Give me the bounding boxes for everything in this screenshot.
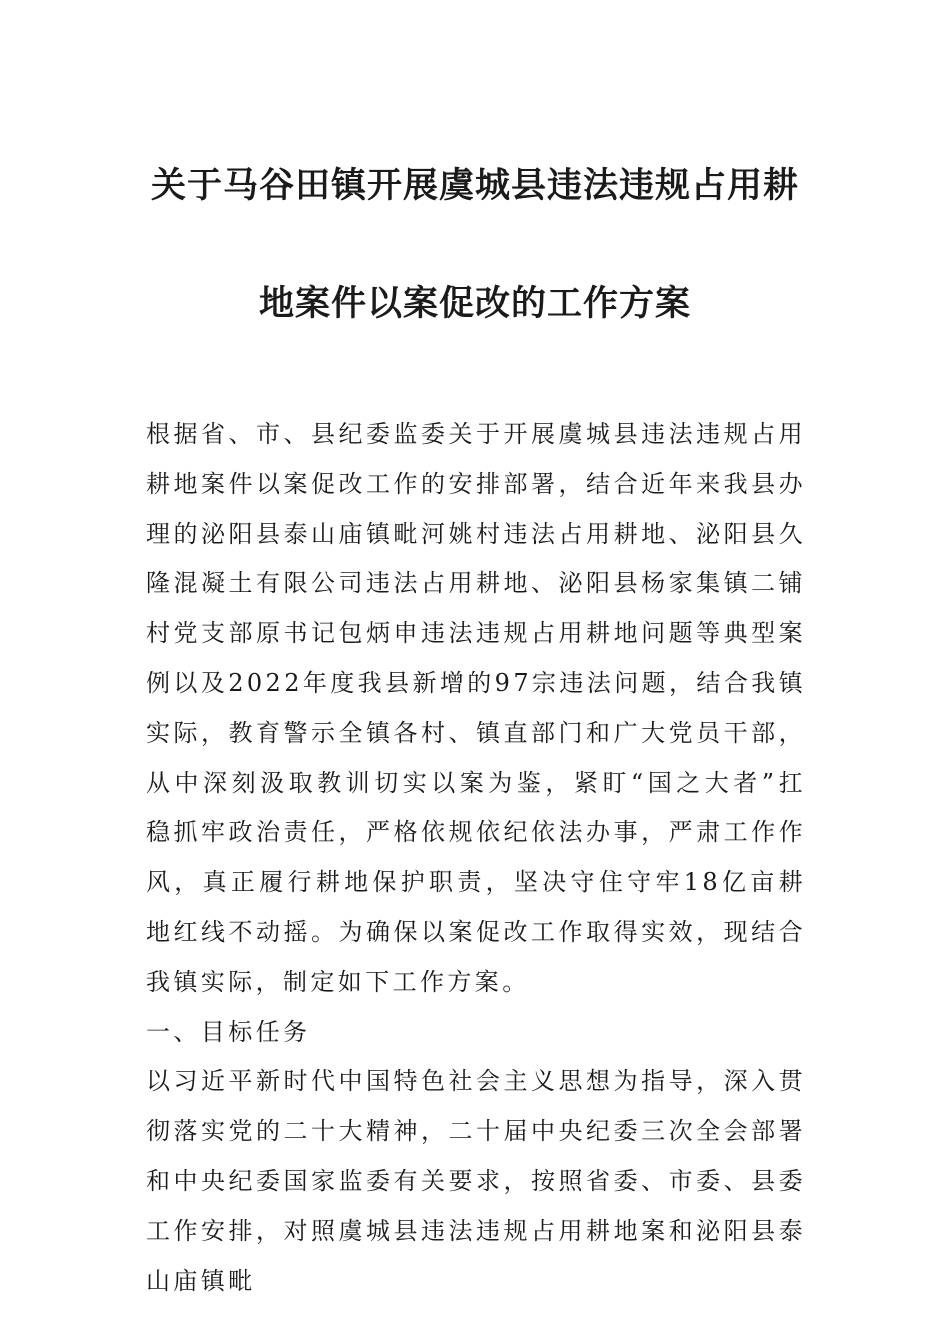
body-paragraph-goals: 以习近平新时代中国特色社会主义思想为指导，深入贯彻落实党的二十大精神，二十届中央纪委三次全会部署和中央纪委国家监委有关要求，按照省委、市委、县委工作安排，对照虞城县违法违规占用耕地案和泌阳县泰山庙镇毗 xyxy=(146,1067,806,1295)
section-heading-goals: 一、目标任务 xyxy=(146,1017,311,1046)
document-body xyxy=(146,410,806,1306)
body-paragraph-intro: 根据省、市、县纪委监委关于开展虞城县违法违规占用耕地案件以案促改工作的安排部署，结合近年来我县办理的泌阳县泰山庙镇毗河姚村违法占用耕地、泌阳县久隆混凝土有限公司违法占用耕地、泌阳县杨家集镇二铺村党支部原书记包炳申违法违规占用耕地问题等典型案例以及2022年度我县新增的97宗违法问题，结合我镇实际，教育警示全镇各村、镇直部门和广大党员干部，从中深刻汲取教训切实以案为鉴，紧盯“国之大者”扛稳抓牢政治责任，严格依规依纪依法办事，严肃工作作风，真正履行耕地保护职责，坚决守住守牢18亿亩耕地红线不动摇。为确保以案促改工作取得实效，现结合我镇实际，制定如下工作方案。 xyxy=(146,420,807,996)
document-title-line-1: 关于马谷田镇开展虞城县违法违规占用耕 xyxy=(150,165,799,206)
document-title-line-2: 地案件以案促改的工作方案 xyxy=(258,283,691,324)
